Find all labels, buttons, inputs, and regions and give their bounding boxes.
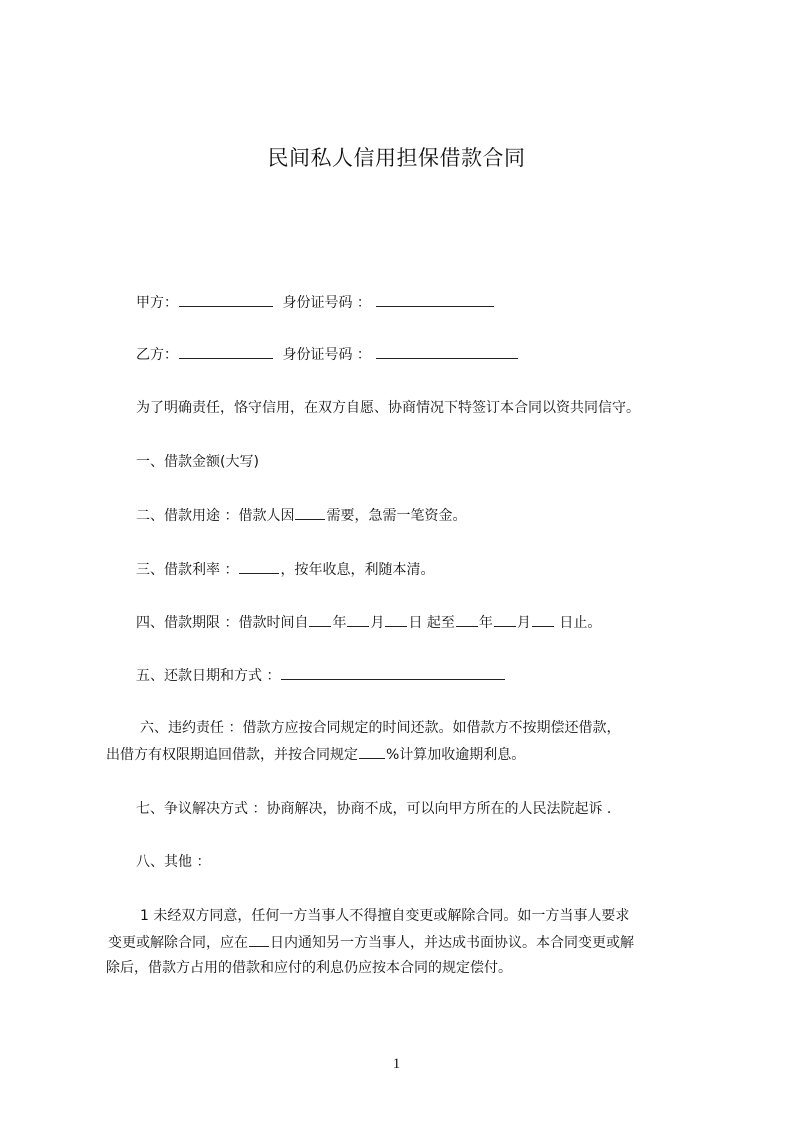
clause-loan-purpose-head: 二、借款用途 ：借款人因 <box>136 508 295 524</box>
clause-repayment <box>136 665 506 686</box>
start-year-label: 年 <box>332 615 347 631</box>
interest-rate-blank[interactable] <box>239 559 279 574</box>
item1-line2-tail: 日内通知另一方当事人，并达成书面协议。本合同变更或解 <box>270 935 634 951</box>
start-day-label: 日 起至 <box>408 615 455 631</box>
clause-loan-purpose-tail: 需要，急需一笔资金。 <box>326 508 467 524</box>
clause-interest-rate <box>136 559 434 580</box>
party-a-id-label: 身份证号码 ： <box>282 295 371 311</box>
party-b-line <box>136 344 519 365</box>
start-month-label: 月 <box>370 615 385 631</box>
clause-interest-rate-head: 三、借款利率 ： <box>136 562 239 578</box>
start-month-blank[interactable] <box>347 612 369 627</box>
party-b-id-blank[interactable] <box>376 344 518 359</box>
page-number: 1 <box>392 1056 401 1072</box>
party-a-line <box>136 292 495 313</box>
end-year-label: 年 <box>478 615 493 631</box>
clause-breach-line2 <box>106 744 525 765</box>
clause-repayment-head: 五、还款日期和方式 ： <box>136 668 281 684</box>
purpose-blank[interactable] <box>295 505 325 520</box>
end-year-blank[interactable] <box>456 612 478 627</box>
clause-loan-term <box>136 612 601 633</box>
penalty-rate-blank[interactable] <box>359 744 385 759</box>
repayment-blank[interactable] <box>281 665 505 680</box>
party-b-name-blank[interactable] <box>179 344 273 359</box>
document-title: 民间私人信用担保借款合同 <box>267 146 526 170</box>
party-a-name-blank[interactable] <box>179 292 273 307</box>
end-month-blank[interactable] <box>494 612 516 627</box>
start-day-blank[interactable] <box>385 612 407 627</box>
intro-paragraph: 为了明确责任，恪守信用，在双方自愿、协商情况下特签订本合同以资共同信守。 <box>136 400 640 416</box>
item1-line2 <box>108 932 634 953</box>
clause-breach-line2-tail: %计算加收逾期利息。 <box>386 747 526 763</box>
clause-loan-purpose <box>136 505 466 526</box>
end-day-label: 日止。 <box>554 615 602 631</box>
clause-interest-rate-tail: ，按年收息，利随本清。 <box>280 562 435 578</box>
item1-line1: 1 未经双方同意，任何一方当事人不得擅自变更或解除合同。如一方当事人要求 <box>140 908 630 924</box>
party-a-id-blank[interactable] <box>376 292 494 307</box>
clause-breach-line1: 六、违约责任 ：借款方应按合同规定的时间还款。如借款方不按期偿还借款， <box>140 720 621 736</box>
end-day-blank[interactable] <box>532 612 554 627</box>
party-b-id-label: 身份证号码 ： <box>282 347 371 363</box>
clause-breach-line2-head: 出借方有权限期追回借款，并按合同规定 <box>106 747 358 763</box>
clause-dispute: 七、争议解决方式 ：协商解决，协商不成，可以向甲方所在的人民法院起诉 . <box>136 801 612 817</box>
notice-days-blank[interactable] <box>249 932 269 947</box>
item1-line3: 除后，借款方占用的借款和应付的利息仍应按本合同的规定偿付。 <box>106 960 512 976</box>
clause-loan-amount: 一、借款金额(大写) <box>136 454 259 470</box>
start-year-blank[interactable] <box>309 612 331 627</box>
clause-loan-term-head: 四、借款期限 ：借款时间自 <box>136 615 309 631</box>
party-b-label: 乙方： <box>136 347 178 363</box>
party-a-label: 甲方： <box>136 295 178 311</box>
clause-other: 八、其他 ： <box>136 854 211 870</box>
end-month-label: 月 <box>516 615 531 631</box>
item1-line2-head: 变更或解除合同，应在 <box>108 935 248 951</box>
